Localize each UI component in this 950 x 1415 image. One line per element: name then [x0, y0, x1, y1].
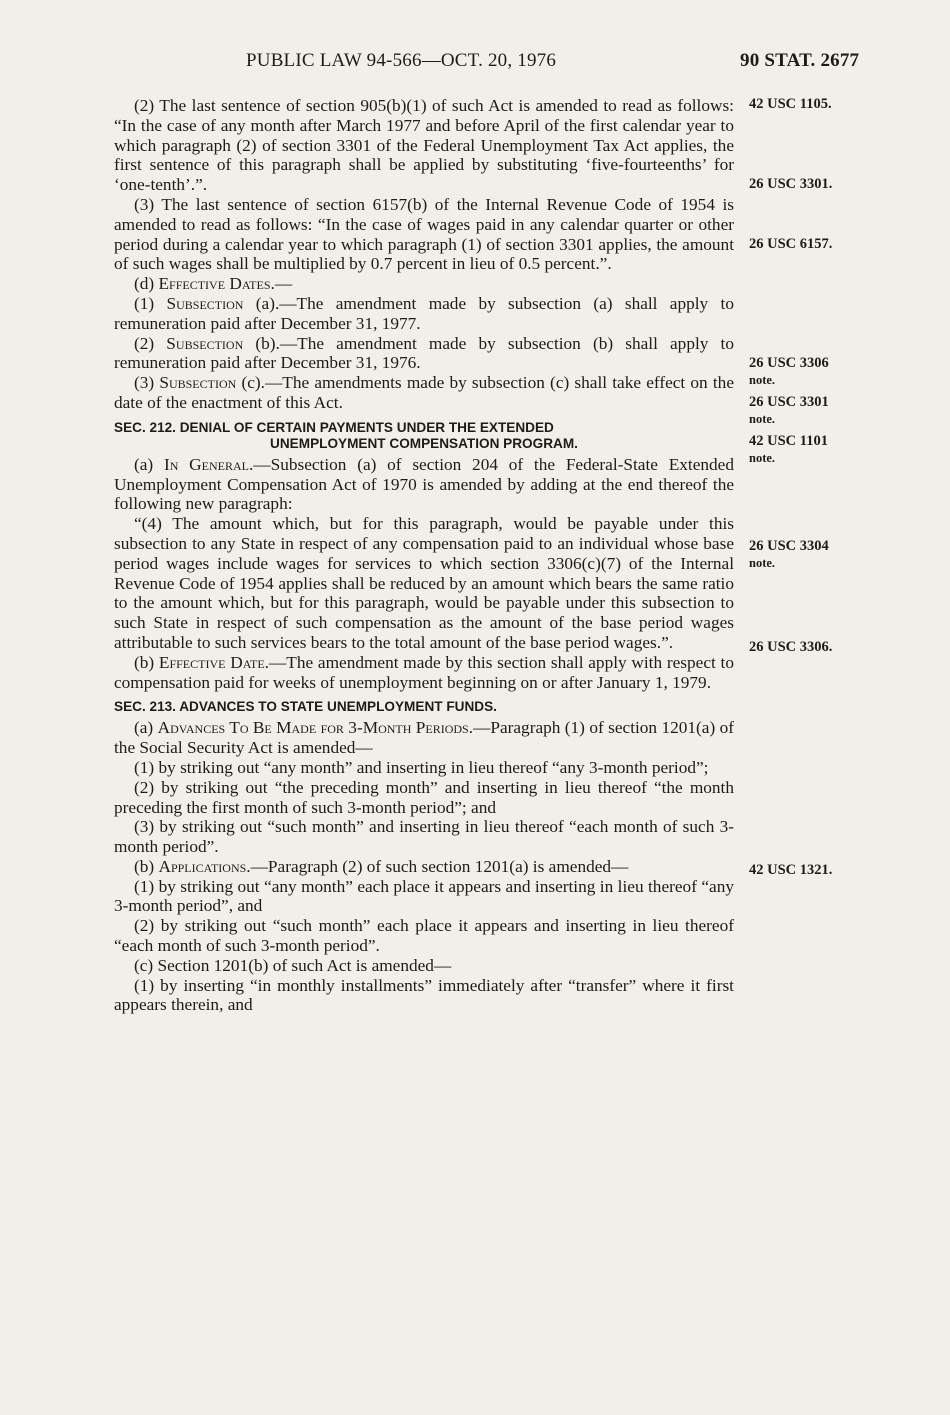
- section-213-b: (b) Applications.—Paragraph (2) of such section 1201(a) is amended—: [134, 856, 629, 876]
- section-213-b1: (1) by striking out “any month” each place it appears and inserting in lieu thereof “any 3-month period”, and: [114, 876, 734, 916]
- statute-body: [114, 96, 734, 1015]
- margin-note-26-usc-3306-note: 26 USC 3306 note.: [749, 355, 829, 387]
- paragraph-905b: (2) The last sentence of section 905(b)(1) of such Act is amended to read as follows: “In the case of any month after March 1977 and before April of the first calendar year to which paragraph (2) of section 3301 of the Federal Unemployment Tax Act applies, the first sentence of this paragraph shall be applied by substituting ‘five-fourteenths’ for ‘one-tenth’.”.: [114, 96, 734, 195]
- section-213-b2: (2) by striking out “such month” each place it appears and inserting in lieu thereof “each month of such 3-month period”.: [114, 916, 734, 956]
- subsection-d-heading: (d) Effective Dates.—: [134, 274, 293, 294]
- margin-note-26-usc-3301-note: 26 USC 3301 note.: [749, 394, 829, 426]
- section-212-a: (a) In General.—Subsection (a) of section 204 of the Federal-State Extended Unemployment Compensation Act of 1970 is amended by adding at the end thereof the following new paragraph:: [114, 454, 734, 514]
- margin-note-42-usc-1105: 42 USC 1105.: [749, 96, 832, 112]
- subsection-d2: (2) Subsection (b).—The amendment made by subsection (b) shall apply to remuneration paid after December 31, 1976.: [114, 333, 734, 373]
- margin-note-26-usc-3306: 26 USC 3306.: [749, 639, 833, 655]
- section-213-a: (a) Advances To Be Made for 3-Month Periods.—Paragraph (1) of section 1201(a) of the Social Security Act is amended—: [114, 718, 734, 758]
- section-213-c: (c) Section 1201(b) of such Act is amended—: [134, 955, 452, 975]
- subsection-d3: (3) Subsection (c).—The amendments made by subsection (c) shall take effect on the date of the enactment of this Act.: [114, 373, 734, 412]
- margin-note-42-usc-1101-note: 42 USC 1101 note.: [749, 433, 828, 465]
- section-213-a2: (2) by striking out “the preceding month” and inserting in lieu thereof “the month preceding the first month of such 3-month period”; and: [114, 777, 734, 817]
- section-213-heading: SEC. 213. ADVANCES TO STATE UNEMPLOYMENT FUNDS.: [114, 699, 497, 715]
- section-213-c1: (1) by inserting “in monthly installments” immediately after “transfer” where it first appears therein, and: [114, 975, 734, 1015]
- section-212-paragraph-4: “(4) The amount which, but for this paragraph, would be payable under this subsection to any State in respect of any compensation paid to an individual whose base period wages include wages for services to which section 3306(c)(7) of the Internal Revenue Code of 1954 applies shall be reduced by an amount which bears the same ratio to the amount which, but for this paragraph, would be payable under this subsection to such State in respect of such compensation as the amount of the base period wages attributable to such services bears to the total amount of the base period wages.”.: [114, 514, 734, 652]
- margin-note-26-usc-3304-note: 26 USC 3304 note.: [749, 538, 829, 570]
- paragraph-6157b: (3) The last sentence of section 6157(b) of the Internal Revenue Code of 1954 is amended to read as follows: “In the case of wages paid in any calendar quarter or other period during a calendar year to which paragraph (1) of section 3301 applies, the amount of such wages shall be multiplied by 0.7 percent in lieu of 0.5 percent.”.: [114, 194, 734, 274]
- running-header-title: PUBLIC LAW 94-566—OCT. 20, 1976: [246, 50, 557, 71]
- section-212-b: (b) Effective Date.—The amendment made by this section shall apply with respect to compensation paid for weeks of unemployment beginning on or after January 1, 1979.: [114, 652, 734, 692]
- margin-note-26-usc-6157: 26 USC 6157.: [749, 236, 833, 252]
- section-212-heading: SEC. 212. DENIAL OF CERTAIN PAYMENTS UNDER THE EXTENDED UNEMPLOYMENT COMPENSATION PROGRAM.: [114, 419, 578, 451]
- statute-page-number: 90 STAT. 2677: [740, 50, 860, 71]
- subsection-d1: (1) Subsection (a).—The amendment made by subsection (a) shall apply to remuneration paid after December 31, 1977.: [114, 293, 734, 333]
- margin-note-26-usc-3301: 26 USC 3301.: [749, 176, 833, 192]
- section-213-a1: (1) by striking out “any month” and inserting in lieu thereof “any 3-month period”;: [134, 757, 709, 777]
- section-213-a3: (3) by striking out “such month” and inserting in lieu thereof “each month of such 3-month period”.: [114, 817, 734, 857]
- margin-note-42-usc-1321: 42 USC 1321.: [749, 862, 833, 878]
